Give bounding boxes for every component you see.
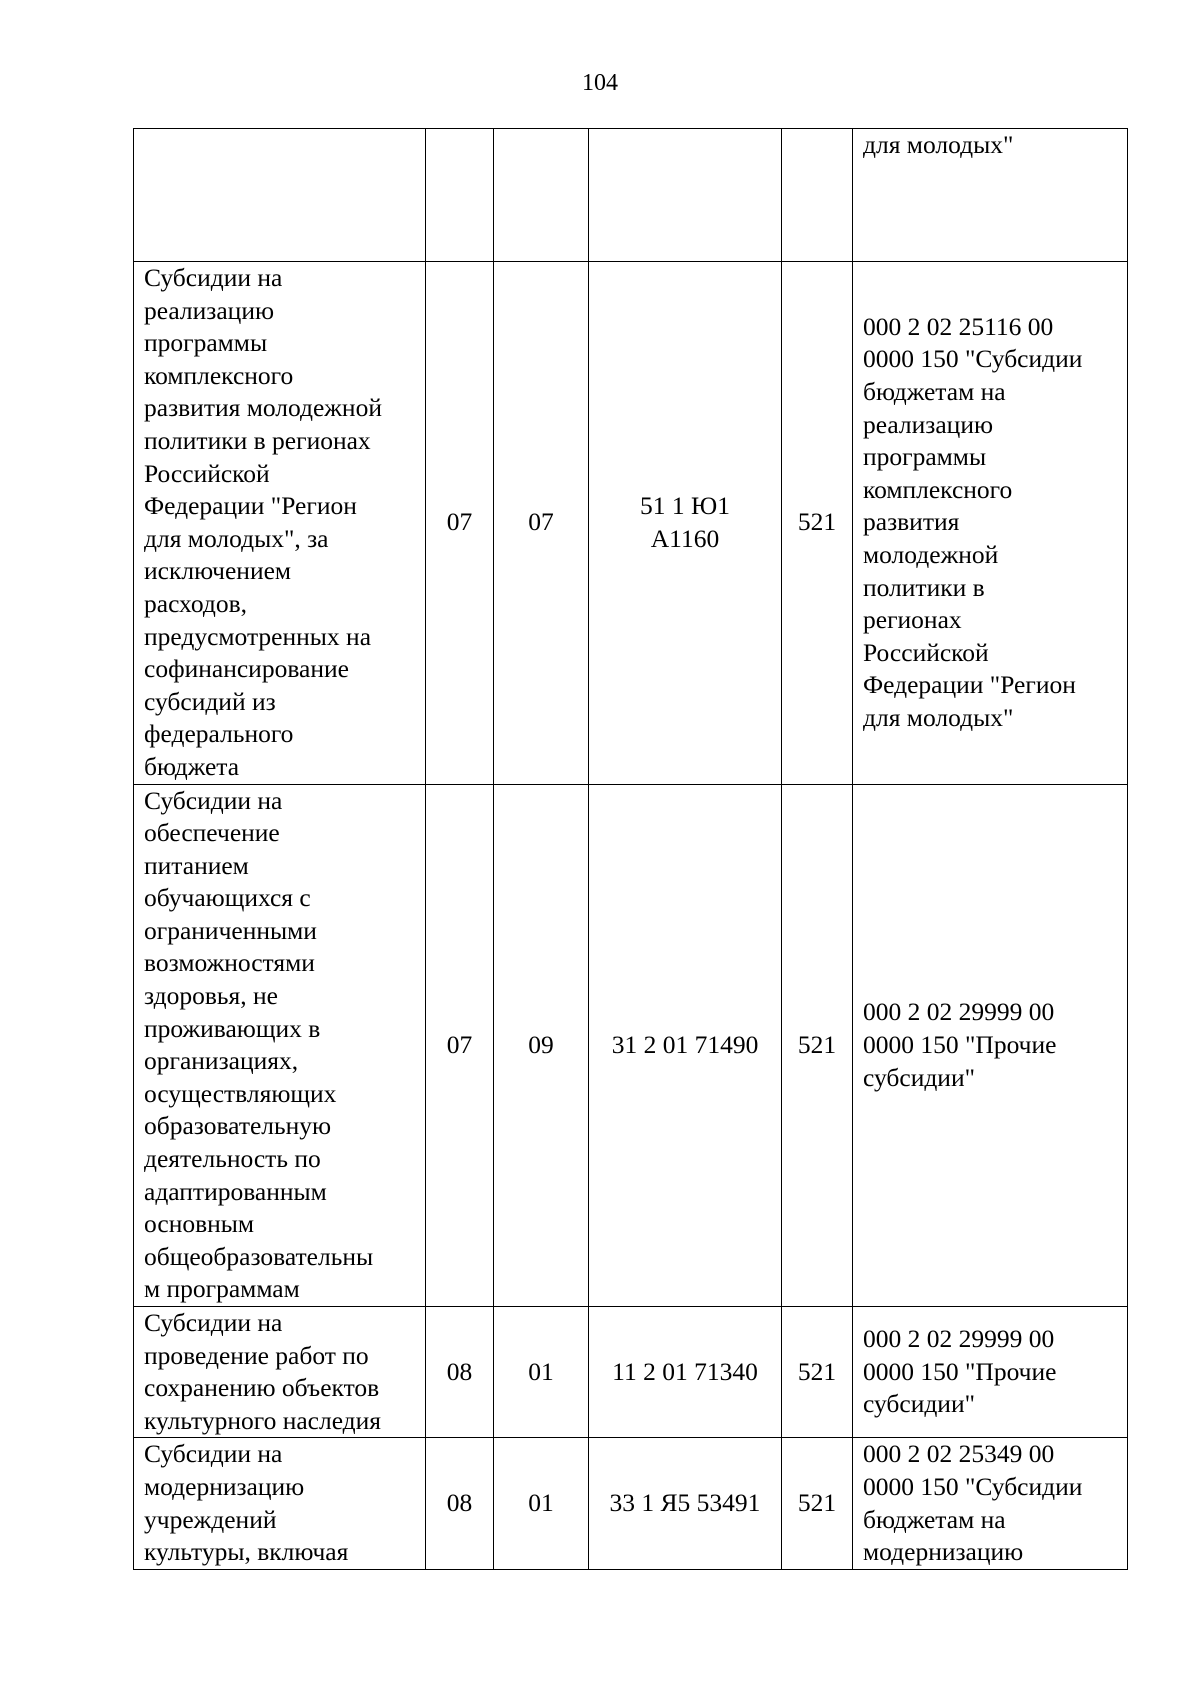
revenue-code-cell: 000 2 02 29999 00 0000 150 "Прочие субсидии" [853,1307,1128,1438]
table-row [134,1438,1128,1569]
expense-type-cell [782,129,853,262]
name-cell: Субсидии на модернизацию учреждений культуры, включая [134,1438,426,1569]
subsection-cell [494,129,589,262]
section-cell: 07 [426,784,494,1307]
name-cell: Субсидии на обеспечение питанием обучающихся с ограниченными возможностями здоровья, не проживающих в организациях, осуществляющих образовательную деятельность по адаптированным основным общеобразовательны м программам [134,784,426,1307]
target-article-cell: 31 2 01 71490 [589,784,782,1307]
subsection-cell: 09 [494,784,589,1307]
target-article-cell: 51 1 Ю1 A1160 [589,262,782,785]
revenue-code-cell: 000 2 02 25116 00 0000 150 "Субсидии бюджетам на реализацию программы комплексного развития молодежной политики в регионах Российской Федерации "Регион для молодых" [853,262,1128,785]
expense-type-cell: 521 [782,1307,853,1438]
expense-type-cell: 521 [782,262,853,785]
section-cell: 08 [426,1438,494,1569]
section-cell [426,129,494,262]
expense-type-cell: 521 [782,1438,853,1569]
revenue-code-cell: 000 2 02 29999 00 0000 150 "Прочие субсидии" [853,784,1128,1307]
table-row [134,262,1128,785]
table-row [134,129,1128,262]
page-number: 104 [582,70,618,96]
expense-type-cell: 521 [782,784,853,1307]
table-row [134,784,1128,1307]
section-cell: 07 [426,262,494,785]
revenue-code-cell: для молодых" [853,129,1128,262]
subsidies-table [133,128,1128,1570]
target-article-cell [589,129,782,262]
subsection-cell: 01 [494,1307,589,1438]
target-article-cell: 11 2 01 71340 [589,1307,782,1438]
name-cell [134,129,426,262]
subsection-cell: 01 [494,1438,589,1569]
table-row [134,1307,1128,1438]
name-cell: Субсидии на реализацию программы комплексного развития молодежной политики в регионах Российской Федерации "Регион для молодых", за исключением расходов, предусмотренных на софинансирование субсидий из федерального бюджета [134,262,426,785]
section-cell: 08 [426,1307,494,1438]
subsection-cell: 07 [494,262,589,785]
target-article-cell: 33 1 Я5 53491 [589,1438,782,1569]
name-cell: Субсидии на проведение работ по сохранению объектов культурного наследия [134,1307,426,1438]
revenue-code-cell: 000 2 02 25349 00 0000 150 "Субсидии бюджетам на модернизацию [853,1438,1128,1569]
